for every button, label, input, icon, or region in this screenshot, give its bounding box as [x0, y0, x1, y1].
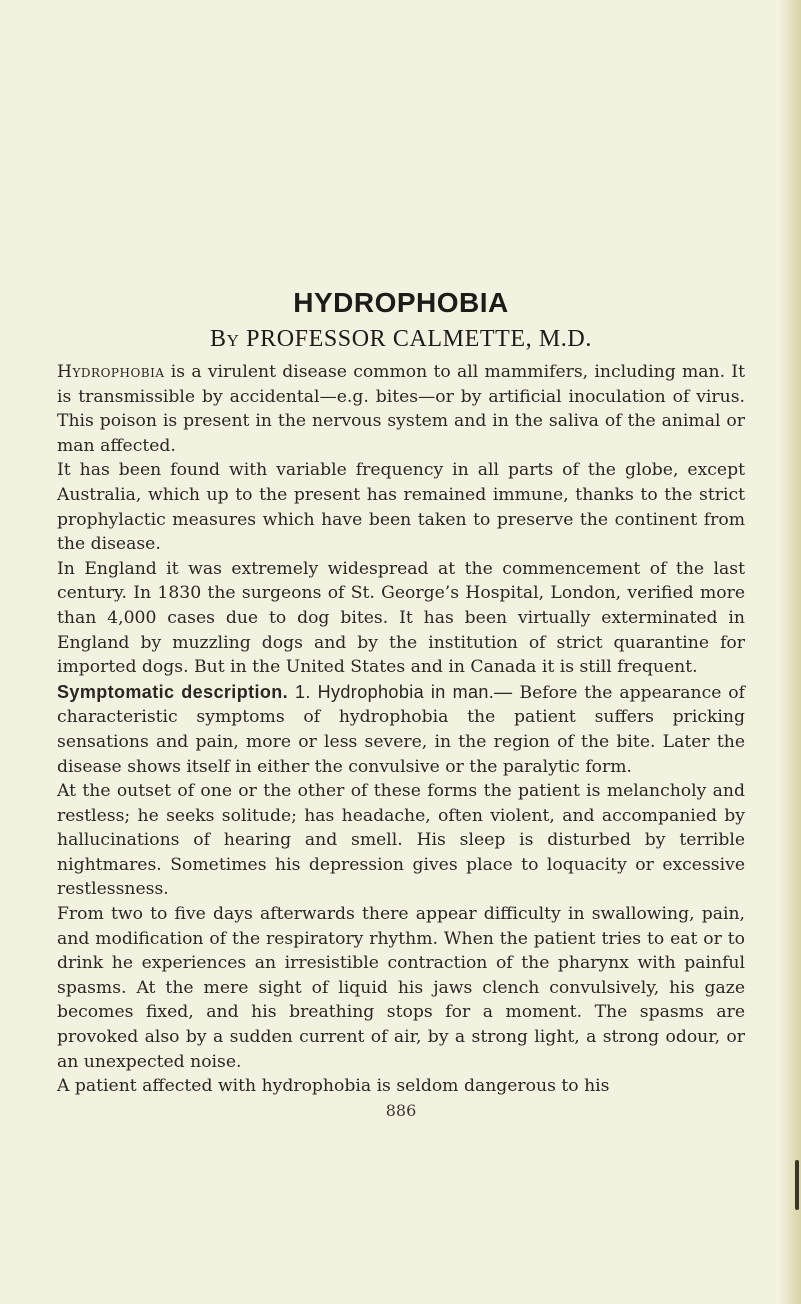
byline-by: By: [210, 326, 240, 352]
paragraph-1: [57, 360, 745, 458]
paragraph-3: In England it was extremely widespread at the commencement of the last century. In 1830 the surgeons of St. George’s Hospital, London, verified more than 4,000 cases due to dog bites. It has been virtually exterminated in England by muzzling dogs and by the institution of strict quarantine for imported dogs. But in the United States and in Canada it is still frequent.: [57, 558, 745, 678]
paragraph-6: From two to five days afterwards there appear difficulty in swallowing, pain, and modification of the respiratory rhythm. When the patient tries to eat or to drink he experiences an irresistible contraction of the pharynx with painful spasms. At the mere sight of liquid his jaws clench convulsively, his gaze becomes fixed, and his breathing stops for a moment. The spasms are provoked also by a sudden current of air, by a strong light, a strong odour, or an unexpected noise.: [57, 904, 745, 1072]
paragraph-4: [57, 680, 745, 779]
paragraph-7: A patient affected with hydrophobia is seldom dangerous to his: [57, 1076, 610, 1097]
page-edge: [779, 0, 801, 1304]
paragraph-2: It has been found with variable frequency in all parts of the globe, except Australia, which up to the present has remained immune, thanks to the strict prophylactic measures which have been taken to preserve the continent from the disease.: [57, 460, 745, 555]
byline: [57, 324, 745, 354]
section-heading: Symptomatic description.: [57, 681, 289, 702]
article-title: HYDROPHOBIA: [293, 287, 509, 318]
byline-author: PROFESSOR CALMETTE, M.D.: [246, 326, 592, 352]
paragraph-5: At the outset of one or the other of these forms the patient is melancholy and restless; he seeks solitude; has headache, often violent, and accompanied by hallucinations of hearing and smell. His sleep is disturbed by terrible nightmares. Sometimes his depression gives place to loquacity or excessive restlessness.: [57, 781, 745, 900]
paragraph-1-text: is a virulent disease common to all mammifers, including man. It is transmissible by accidental—e.g. bites—or by artificial inoculation of virus. This poison is present in the nervous system and in the saliva of the animal or man affected.: [57, 362, 745, 456]
subsection-heading: 1. Hydrophobia in man.—: [288, 681, 513, 702]
page-number: 886: [385, 1100, 417, 1120]
binding-mark: [795, 1160, 799, 1210]
article: [57, 286, 745, 1120]
paragraph-1-lead: Hydrophobia: [57, 362, 165, 382]
paragraph-4-text: Before the appearance of characteristic symptoms of hydrophobia the patient suffers pricking sensations and pain, more or less severe, in the region of the bite. Later the disease shows itself in either the convulsive or the paralytic form.: [57, 682, 745, 777]
